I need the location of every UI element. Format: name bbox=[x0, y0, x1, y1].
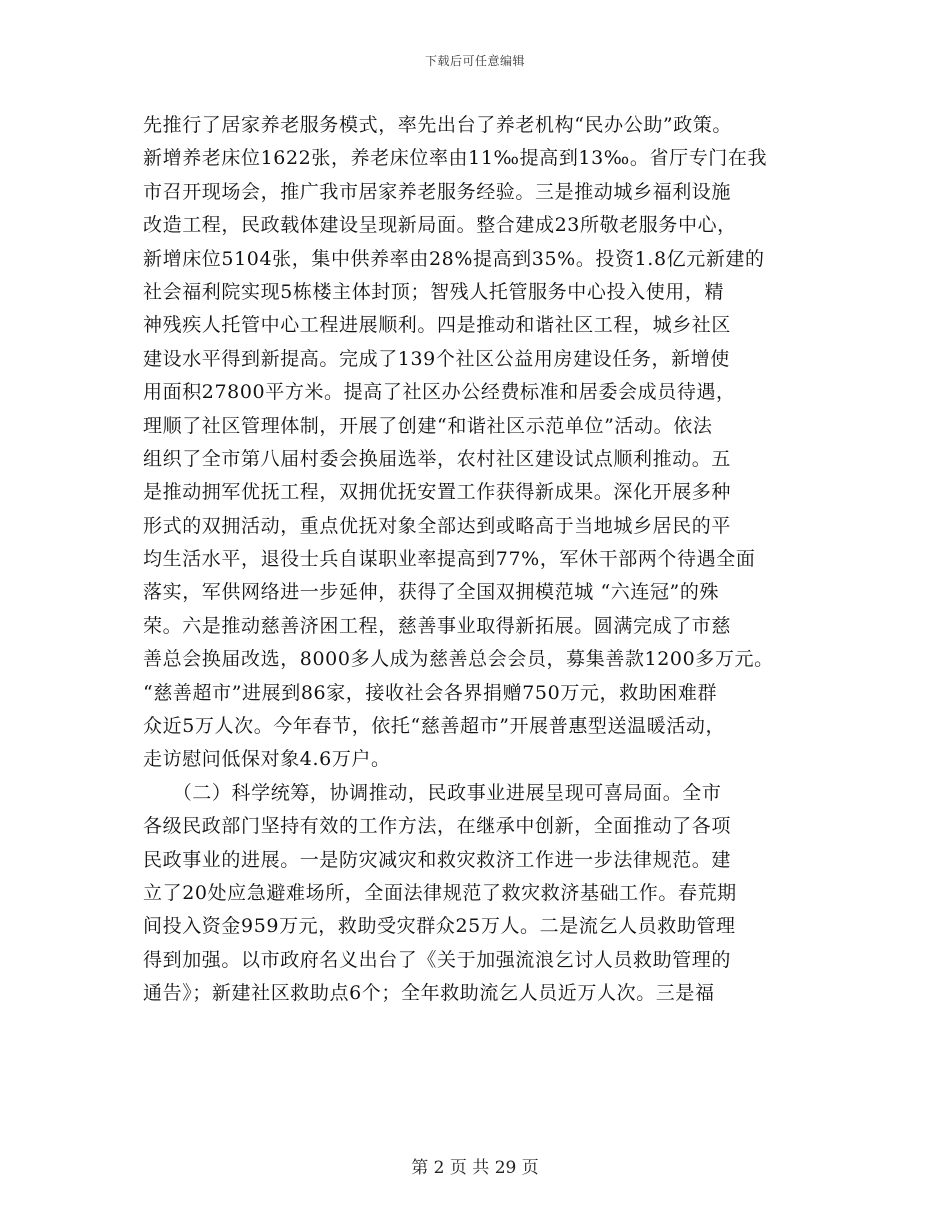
text-line: 是推动拥军优抚工程，双拥优抚安置工作获得新成果。深化开展多种 bbox=[143, 481, 732, 504]
text-line: 立了20处应急避难场所，全面法律规范了救灾救济基础工作。春荒期 bbox=[143, 881, 737, 904]
text-line: 改造工程，民政载体建设呈现新局面。整合建成23所敬老服务中心， bbox=[143, 214, 737, 237]
text-line: 民政事业的进展。一是防灾减灾和救灾救济工作进一步法律规范。建 bbox=[143, 848, 732, 871]
text-line: 组织了全市第八届村委会换届选举，农村社区建设试点顺利推动。五 bbox=[143, 447, 732, 470]
text-line: 均生活水平，退役士兵自谋职业率提高到77%，军休干部两个待遇全面 bbox=[143, 548, 756, 571]
text-line: 各级民政部门坚持有效的工作方法，在继承中创新，全面推动了各项 bbox=[143, 815, 732, 838]
text-line: 理顺了社区管理体制，开展了创建“和谐社区示范单位”活动。依法 bbox=[143, 414, 713, 437]
text-line: 落实，军供网络进一步延伸，获得了全国双拥模范城 “六连冠”的殊 bbox=[143, 581, 720, 604]
page-number-footer: 第 2 页 共 29 页 bbox=[411, 1158, 539, 1178]
text-line: 社会福利院实现5栋楼主体封顶；智残人托管服务中心投入使用，精 bbox=[143, 280, 725, 303]
page-header-note: 下载后可任意编辑 bbox=[424, 54, 525, 68]
text-line: 荣。六是推动慈善济困工程，慈善事业取得新拓展。圆满完成了市慈 bbox=[143, 614, 732, 637]
text-line: 用面积27800平方米。提高了社区办公经费标准和居委会成员待遇， bbox=[143, 381, 736, 404]
text-line: 通告》；新建社区救助点6个；全年救助流乞人员近万人次。三是福 bbox=[143, 982, 715, 1005]
text-line: 间投入资金959万元，救助受灾群众25万人。二是流乞人员救助管理 bbox=[143, 915, 736, 938]
text-line: 众近5万人次。今年春节，依托“慈善超市”开展普惠型送温暖活动， bbox=[143, 715, 726, 738]
text-line: 形式的双拥活动，重点优抚对象全部达到或略高于当地城乡居民的平 bbox=[143, 514, 732, 537]
text-line: 得到加强。以市政府名义出台了《关于加强流浪乞讨人员救助管理的 bbox=[143, 948, 732, 971]
text-line: 建设水平得到新提高。完成了139个社区公益用房建设任务，新增使 bbox=[143, 347, 730, 370]
text-line: 走访慰问低保对象4.6万户。 bbox=[143, 748, 391, 771]
text-line: 新增床位5104张，集中供养率由28%提高到35%。投资1.8亿元新建的 bbox=[143, 247, 765, 270]
text-line: 神残疾人托管中心工程进展顺利。四是推动和谐社区工程，城乡社区 bbox=[143, 314, 732, 337]
text-line: 善总会换届改选，8000多人成为慈善总会会员，募集善款1200多万元。 bbox=[143, 648, 774, 671]
paragraph-start-line: （二）科学统筹，协调推动，民政事业进展呈现可喜局面。全市 bbox=[143, 781, 722, 804]
text-line: 市召开现场会，推广我市居家养老服务经验。三是推动城乡福利设施 bbox=[143, 180, 732, 203]
text-line: “慈善超市”进展到86家，接收社会各界捐赠750万元，救助困难群 bbox=[143, 681, 718, 704]
text-line: 新增养老床位1622张，养老床位率由11‰提高到13‰。省厅专门在我 bbox=[143, 147, 768, 170]
text-line: 先推行了居家养老服务模式，率先出台了养老机构“民办公助”政策。 bbox=[143, 114, 733, 136]
document-body bbox=[143, 109, 823, 1011]
